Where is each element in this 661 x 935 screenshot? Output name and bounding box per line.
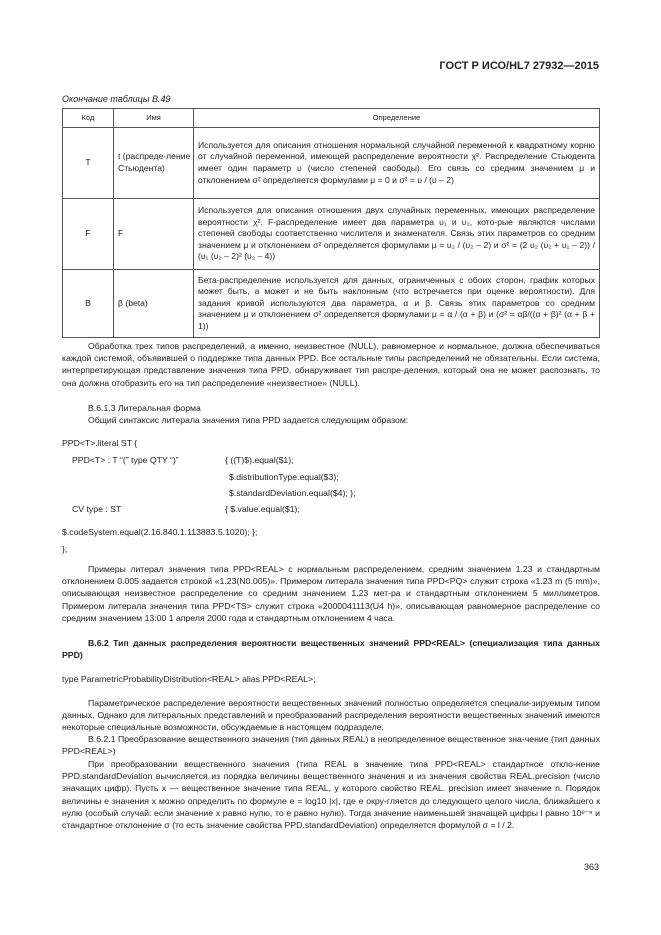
doc-header: ГОСТ Р ИСО/HL7 27932—2015 [439, 60, 599, 72]
cell-name: t (распреде-ление Стьюдента) [114, 128, 194, 199]
code-line: }; [62, 544, 68, 554]
cell-def: Бета-распределение используется для данных, ограниченных с обоих сторон, график которых может быть, а может и не быть наклонным (что встречается при оценке вероятности). Для задания кривой используются два параметра, α и β. Связь этих параметров со средним значением μ и отклонением σ² определяется формулами μ = α / (α + β) и (σ² = αβ/((α + β)² (α + β + 1)) [194, 270, 600, 338]
definitions-table [62, 108, 600, 338]
code-line: PPD<T> : T “(” type QTY “)” [72, 455, 179, 465]
table-row [63, 270, 600, 338]
code-line: { ((T)$).equal($1); [225, 455, 294, 465]
paragraph-distributions: Обработка трех типов распределений, а именно, неизвестное (NULL), равномерное и нормальное, должна обеспечиваться каждой системой, объявившей о поддержке типа данных PPD. Все остальные типы распределений не обязательны. Если система, интерпретирующая представление значения типа PPD, обнаруживает тип распре-деления, который она не может распознать, то она должна отобразить его на тип распределение «неизвестное» (NULL). [62, 341, 600, 388]
code-line: { $.value.equal($1); [225, 504, 300, 514]
cell-code: T [63, 128, 114, 199]
code-line: $.codeSystem.equal(2.16.840.1.113883.5.1020); }; [62, 527, 258, 537]
paragraph-examples: Примеры литерал значения типа PPD<REAL> с нормальным распределением, средним значением 1.23 и стандартным отклонением 0.005 задается строкой «1.23(N0.005)». Примером литерала значения типа PPD<PQ> служит строка «1.23 m (5 mm)», описывающая неизвестное распределение со средним значением 1.23 мет-ра и стандартным отклонением 5 миллиметров. Примером литерала значения типа PPD<TS> служит строка «2000041113(U4 h)», описывающая равномерное распределение со средним значением 13:00 1 апреля 2000 года и стандартным отклонением 4 часа. [62, 564, 600, 623]
cell-def: Используется для описания отношения двух случайных переменных, имеющих распределение вероятности χ². F-распределение имеет два параметра υ₁ и υ₂, кото-рые являются числами степеней свободы соответственно числителя и знаменателя. Связь этих параметров со средним значением μ и отклонением σ² определяется формулами μ = υ₂ / (υ₂ – 2) и σ² = (2 υ₂ (υ₂ + υ₁ – 2)) / (υ₁ (υ₂ – 2)² (υ₂ – 4)) [194, 199, 600, 270]
col-code: Код [63, 109, 114, 128]
cell-name: β (beta) [114, 270, 194, 338]
table-header-row [63, 109, 600, 128]
table-row [63, 199, 600, 270]
code-line: $.standardDeviation.equal($4); }; [229, 488, 356, 498]
cell-code: F [63, 199, 114, 270]
code-line: $.distributionType.equal($3); [229, 472, 339, 482]
col-def: Определение [194, 109, 600, 128]
cell-code: B [63, 270, 114, 338]
paragraph-syntax: Общий синтаксис литерала значения типа PPD задается следующим образом: [88, 415, 409, 425]
page-number: 363 [583, 862, 599, 872]
paragraph-conversion: При преобразовании вещественного значения (типа REAL в значение типа PPD<REAL> стандартное откло-нение PPD.standardDeviation вычисляется из порядка величины вещественного значения и из значения свойства REAL.precision (число значащих цифр). Пусть x — вещественное значение типа REAL, у которого свойство REAL. precision имеет значение n. Порядок величины e значения x можно определить по формуле e = log10 |x|, где e окру-гляется до следующего целого числа, ближайшего к нулю (особый случай: если значение x равно нулю, то e равно нулю). Тогда значение наименьшей значащей цифры l равно 10ᵉ⁻ⁿ и стандартное отклонение σ (то есть значение свойства PPD.standardDeviation) определяется формулой σ = l / 2. [62, 759, 600, 831]
code-line: CV type : ST [72, 504, 122, 514]
table-row [63, 128, 600, 199]
cell-name: F [114, 199, 194, 270]
cell-def: Используется для описания отношения нормальной случайной переменной к квадратному корню от случайной переменной, имеющей распределение вероятности χ². Распределение Стьюдента имеет один параметр υ (число степеней свободы). Его связь со средним значением μ и отклонением σ² определяется формулами μ = 0 и σ² = υ / (υ – 2) [194, 128, 600, 199]
code-line: PPD<T>.literal ST { [62, 438, 138, 448]
col-name: Имя [114, 109, 194, 128]
table-caption: Окончание таблицы B.49 [62, 94, 171, 104]
section-heading-literal: B.6.1.3 Литеральная форма [88, 403, 201, 413]
paragraph-parametric: Параметрическое распределение вероятности вещественных значений полностью определяется специали-зируемым типом данных. Однако для литеральных представлений и преобразований распределения вероятности вещественных значений имеются некоторые специальные возможности, обсуждаемые в настоящем подразделе. [62, 698, 600, 733]
type-definition: type ParametricProbabilityDistribution<REAL> alias PPD<REAL>; [62, 674, 316, 684]
paragraph-conversion-heading: B.6.2.1 Преобразование вещественного значения (тип данных REAL) в неопределенное вещественное зна-чение (тип данных PPD<REAL>) [62, 734, 600, 757]
section-heading-ppd-real: B.6.2 Тип данных распределения вероятности вещественных значений PPD<REAL> (специализация типа данных PPD) [62, 638, 600, 661]
